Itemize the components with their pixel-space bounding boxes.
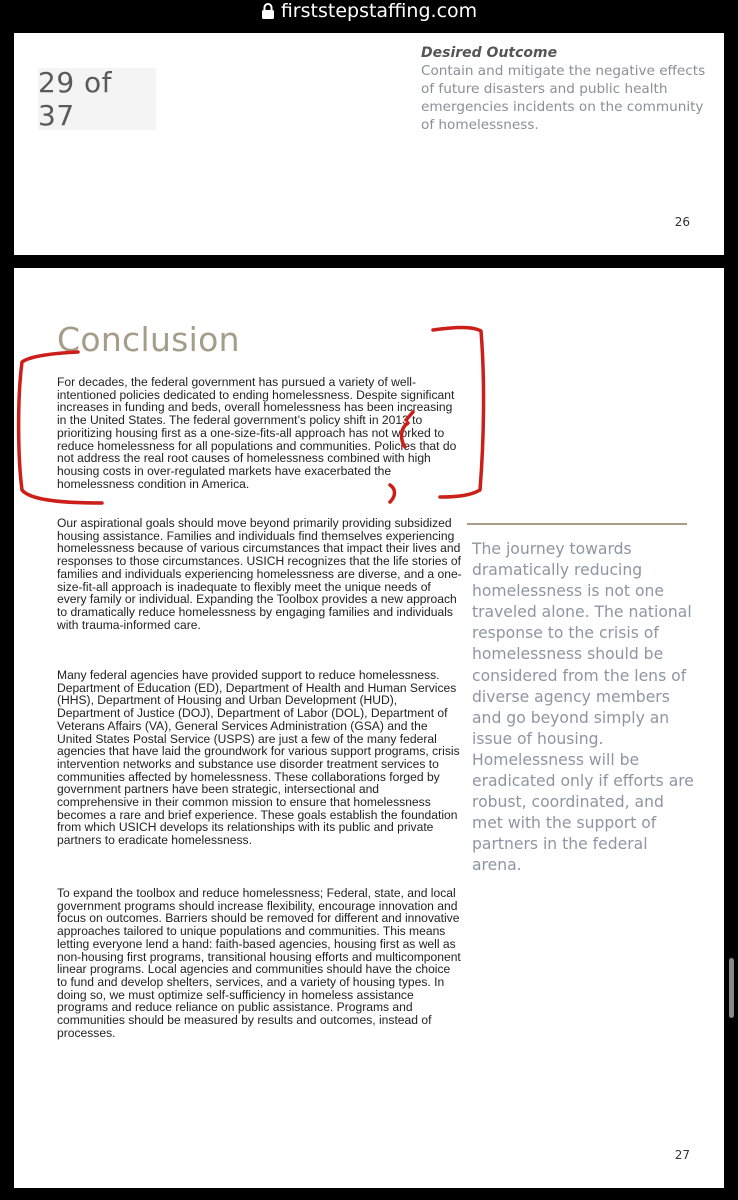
address-bar[interactable] <box>0 0 738 24</box>
pull-quote: The journey towards dramatically reducing homelessness is not one traveled alone. The national response to the crisis of homelessness should be considered from the lens of diverse agency members and go beyond simply an issue of housing. Homelessness will be eradicated only if efforts are robust, coordinated, and met with the support of partners in the federal arena. <box>472 540 694 875</box>
desired-outcome-title: Desired Outcome <box>421 45 558 61</box>
desired-outcome <box>421 45 711 134</box>
quote-divider <box>467 523 687 525</box>
paragraph-1: For decades, the federal government has pursued a variety of well-intentioned policies dedicated to ending homelessness. Despite significant increases in funding and beds, overall homelessness has been increasing in the United States. The federal government’s policy shift in 2013 to prioritizing housing first as a one-size-fits-all approach has not worked to reduce homelessness for all populations and communities. Policies that do not address the real root causes of homelessness combined with high housing costs in over-regulated markets have exacerbated the homelessness condition in America. <box>57 375 457 491</box>
url-text[interactable]: firststepstaffing.com <box>280 0 478 22</box>
section-heading: Conclusion <box>57 320 240 359</box>
page-number: 27 <box>674 1148 690 1162</box>
page-number: 26 <box>674 215 690 229</box>
paragraph-4: To expand the toolbox and reduce homelessness; Federal, state, and local government programs should increase flexibility, encourage innovation and focus on outcomes. Barriers should be removed for different and innovative approaches tailored to unique populations and communities. This means letting everyone lend a hand: faith-based agencies, housing first as well as non-housing first programs, transitional housing efforts and multicomponent linear programs. Local agencies and communities should have the choice to fund and develop shelters, services, and a variety of housing types. In doing so, we must optimize self-sufficiency in homeless assistance programs and reduce reliance on public assistance. Programs and communities should be measured by results and outcomes, instead of processes. <box>57 886 461 1040</box>
lock-icon <box>261 3 275 19</box>
page-counter: 29 of 37 <box>38 68 156 130</box>
document-page-27 <box>14 268 724 1188</box>
paragraph-2: Our aspirational goals should move beyond primarily providing subsidized housing assistance. Families and individuals find themselves experiencing homelessness because of various circumstances that impact their lives and responses to those circumstances. USICH recognizes that the life stories of families and individuals experiencing homelessness are diverse, and a one-size-fit-all approach is inadequate to flexibly meet the unique needs of every family or individual. Expanding the Toolbox provides a new approach to dramatically reduce homelessness by engaging families and individuals with trauma-informed care. <box>57 516 462 632</box>
paragraph-3: Many federal agencies have provided support to reduce homelessness. Department of Education (ED), Department of Health and Human Services (HHS), Department of Housing and Urban Development (HUD), Department of Justice (DOJ), Department of Labor (DOL), Department of Veterans Affairs (VA), General Services Administration (GSA) and the United States Postal Service (USPS) are just a few of the many federal agencies that have laid the groundwork for various support programs, crisis intervention networks and substance use disorder treatment services to communities affected by homelessness. These collaborations forged by government partners have been strategic, intersectional and comprehensive in their common mission to ensure that homelessness becomes a rare and brief experience. These goals establish the foundation from which USICH develops its relationships with its public and private partners to eradicate homelessness. <box>57 668 460 848</box>
document-page-26 <box>14 33 724 255</box>
scrollbar[interactable] <box>729 958 734 1018</box>
desired-outcome-text: Contain and mitigate the negative effects of future disasters and public health emergencies incidents on the community of homelessness. <box>421 63 706 133</box>
